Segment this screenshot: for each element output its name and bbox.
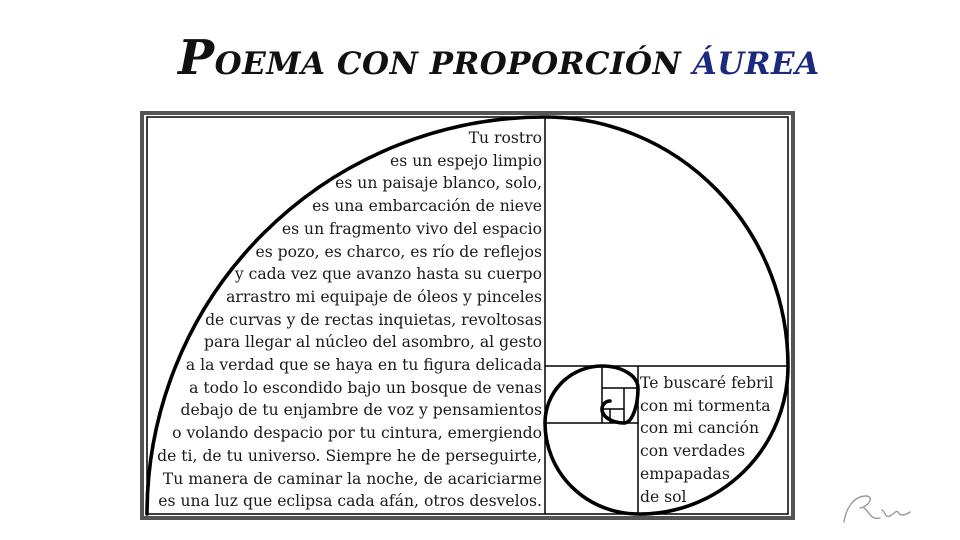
poem-line: con verdades [640,442,746,461]
poem-line: es una luz que eclipsa cada afán, otros desvelos. [158,492,542,511]
poem-line: con mi tormenta [640,396,771,415]
poem-line: es un paisaje blanco, solo, [335,174,542,193]
poem-line: a la verdad que se haya en tu figura delicada [185,356,542,375]
signature-mark [840,488,920,528]
poem-line: es una embarcación de nieve [312,197,542,216]
title-first-letter: P [178,30,215,86]
poem-line: Te buscaré febril [640,374,774,392]
poem-line: arrastro mi equipaje de óleos y pinceles [226,287,542,306]
poem-line: empapadas [640,464,730,483]
poem-line: con mi canción [640,419,760,438]
poem-secondary-text [640,372,773,508]
title-text: OEMA CON PROPORCIÓN [214,46,693,82]
poem-line: o volando despacio por tu cintura, emergiendo [172,424,542,443]
title-accent-word: ÁUREA [692,46,820,82]
poem-line: Tu rostro [468,129,542,147]
poem-line: es un fragmento vivo del espacio [281,219,542,238]
poem-line: de ti, de tu universo. Siempre he de perseguirte, [157,446,542,465]
poem-line: es un espejo limpio [390,151,542,170]
poem-line: Tu manera de caminar la noche, de acariciarme [162,469,542,488]
poem-line: y cada vez que avanzo hasta su cuerpo [234,265,542,284]
poem-line: a todo lo escondido bajo un bosque de venas [189,378,542,397]
poem-line: debajo de tu enjambre de voz y pensamientos [180,401,542,420]
poem-line: para llegar al núcleo del asombro, al gesto [204,333,542,352]
poem-line: es pozo, es charco, es río de reflejos [255,242,542,261]
poem-line: de sol [640,487,687,506]
poem-line: de curvas y de rectas inquietas, revoltosas [205,310,542,329]
poem-main-text [157,127,542,513]
